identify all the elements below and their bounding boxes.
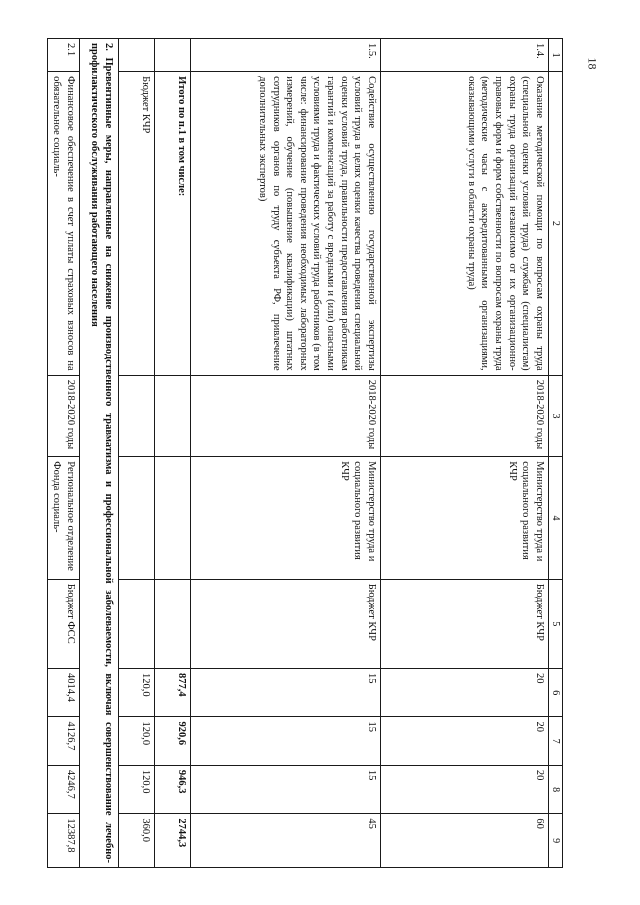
col-8-header: 8 bbox=[549, 765, 563, 813]
total-row bbox=[155, 39, 191, 868]
value-total: 60 bbox=[381, 814, 549, 868]
table-row bbox=[191, 39, 381, 868]
table-row bbox=[47, 39, 79, 868]
value-2020: 15 bbox=[191, 765, 381, 813]
measures-table bbox=[47, 38, 563, 868]
col-7-header: 7 bbox=[549, 717, 563, 765]
period: 2018-2020 годы bbox=[381, 375, 549, 457]
funding-source: Бюджет ФСС bbox=[47, 579, 79, 668]
budget-total: 360,0 bbox=[119, 814, 155, 868]
row-number: 2.1 bbox=[47, 39, 79, 72]
col-5-header: 5 bbox=[549, 579, 563, 668]
total-2020: 946,3 bbox=[155, 765, 191, 813]
table-row bbox=[381, 39, 549, 868]
value-2018: 20 bbox=[381, 668, 549, 716]
value-2019: 15 bbox=[191, 717, 381, 765]
budget-2019: 120,0 bbox=[119, 717, 155, 765]
empty-cell bbox=[155, 579, 191, 668]
executor: Министерство труда и социального развития КЧР bbox=[381, 457, 549, 579]
value-2020: 20 bbox=[381, 765, 549, 813]
total-2018: 877,4 bbox=[155, 668, 191, 716]
value-2019: 20 bbox=[381, 717, 549, 765]
budget-row bbox=[119, 39, 155, 868]
section-2-title: 2. Превентивные меры, направленные на снижение производственного травматизма и профессиональной заболеваемости, включая совершенствование лечебно-профилактического обслуживания работающего населения bbox=[80, 39, 119, 868]
value-2018: 4014,4 bbox=[47, 668, 79, 716]
empty-cell bbox=[155, 39, 191, 72]
measure-description: Содействие осуществлению государственной экспертизы условий труда в целях оценки качества проведения специальной оценки условий труда, правильности предоставления работникам гарантий и компенсаций за работу с вредными и (или) опасными условиями труда и фактических условий труда работников (в том числе: финансирование проведения необходимых лабораторных измерений, обучение (повышение квалификации) штатных сотрудников органов по труду субъекта РФ, привлечение дополнительных экспертов) bbox=[191, 72, 381, 376]
col-3-header: 3 bbox=[549, 375, 563, 457]
col-9-header: 9 bbox=[549, 814, 563, 868]
value-total: 45 bbox=[191, 814, 381, 868]
row-number: 1.4. bbox=[381, 39, 549, 72]
col-4-header: 4 bbox=[549, 457, 563, 579]
period: 2018-2020 годы bbox=[47, 375, 79, 457]
measure-description: Оказание методической помощи по вопросам охраны труда (специальной оценки условий труда) службам (специалистам) охраны труда организаций независимо от их организационно-правовых форм и форм собственности по вопросам охраны труда (методические часы с аккредитованными организациями, оказывающими услуги в области охраны труда) bbox=[381, 72, 549, 376]
funding-source: Бюджет КЧР bbox=[191, 579, 381, 668]
executor: Министерство труда и социального развития КЧР bbox=[191, 457, 381, 579]
empty-cell bbox=[155, 457, 191, 579]
budget-label: Бюджет КЧР bbox=[119, 72, 155, 376]
total-sum: 2744,3 bbox=[155, 814, 191, 868]
budget-2018: 120,0 bbox=[119, 668, 155, 716]
measure-description: Финансовое обеспечение в счет уплаты страховых взносов на обязательное социаль- bbox=[47, 72, 79, 376]
rotated-table-page bbox=[51, 38, 563, 868]
value-2020: 4246,7 bbox=[47, 765, 79, 813]
funding-source: Бюджет КЧР bbox=[381, 579, 549, 668]
total-2019: 920,6 bbox=[155, 717, 191, 765]
col-2-header: 2 bbox=[549, 72, 563, 376]
row-number: 1.5. bbox=[191, 39, 381, 72]
budget-2020: 120,0 bbox=[119, 765, 155, 813]
empty-cell bbox=[155, 375, 191, 457]
value-2018: 15 bbox=[191, 668, 381, 716]
period: 2018-2020 годы bbox=[191, 375, 381, 457]
column-number-header bbox=[549, 39, 563, 868]
empty-cell bbox=[119, 457, 155, 579]
empty-cell bbox=[119, 579, 155, 668]
value-total: 12387,8 bbox=[47, 814, 79, 868]
section-heading-row bbox=[80, 39, 119, 868]
col-6-header: 6 bbox=[549, 668, 563, 716]
empty-cell bbox=[119, 39, 155, 72]
value-2019: 4126,7 bbox=[47, 717, 79, 765]
page-number: 18 bbox=[585, 57, 600, 70]
total-label: Итого по п.1 в том числе: bbox=[155, 72, 191, 376]
empty-cell bbox=[119, 375, 155, 457]
col-1-header: 1 bbox=[549, 39, 563, 72]
executor: Региональное отделение Фонда социаль- bbox=[47, 457, 79, 579]
